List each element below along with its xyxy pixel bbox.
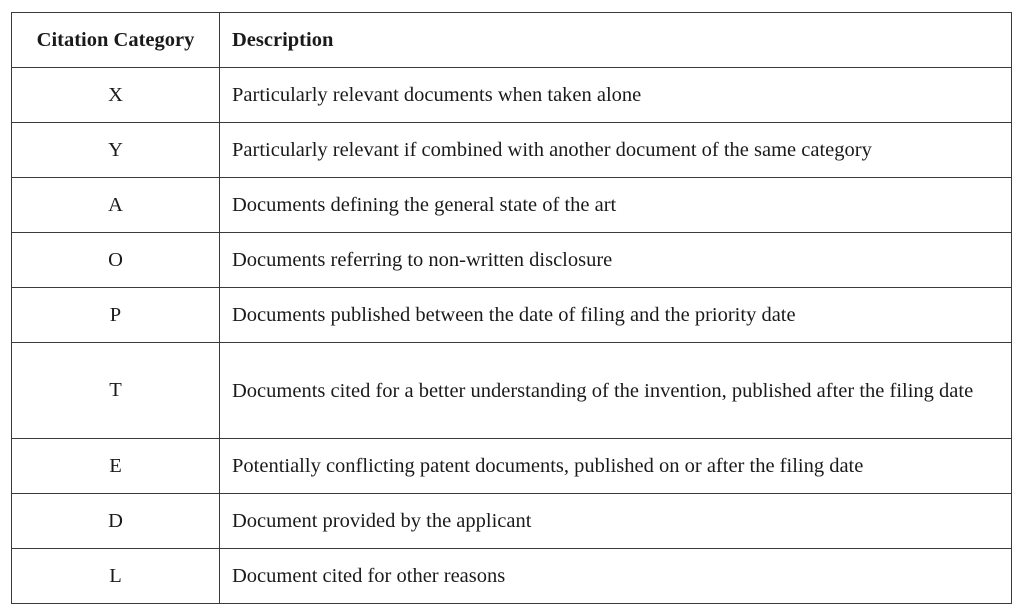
description-cell: Potentially conflicting patent documents, published on or after the filing date <box>220 439 1012 494</box>
table-row <box>12 288 1012 343</box>
description-cell: Documents published between the date of filing and the priority date <box>220 288 1012 343</box>
category-cell: Y <box>12 123 220 178</box>
table-row <box>12 494 1012 549</box>
description-cell: Documents referring to non-written disclosure <box>220 233 1012 288</box>
category-cell: D <box>12 494 220 549</box>
table-body <box>12 68 1012 604</box>
table-row <box>12 439 1012 494</box>
description-cell: Document provided by the applicant <box>220 494 1012 549</box>
category-cell: P <box>12 288 220 343</box>
description-cell: Documents defining the general state of the art <box>220 178 1012 233</box>
category-cell: T <box>12 343 220 439</box>
category-cell: E <box>12 439 220 494</box>
category-cell: X <box>12 68 220 123</box>
category-cell: A <box>12 178 220 233</box>
citation-category-header: Citation Category <box>12 13 220 68</box>
description-cell: Particularly relevant if combined with another document of the same category <box>220 123 1012 178</box>
table-row <box>12 343 1012 439</box>
description-cell: Particularly relevant documents when taken alone <box>220 68 1012 123</box>
description-cell: Document cited for other reasons <box>220 549 1012 604</box>
table-row <box>12 68 1012 123</box>
header-row <box>12 13 1012 68</box>
description-header: Description <box>220 13 1012 68</box>
table-row <box>12 178 1012 233</box>
category-cell: O <box>12 233 220 288</box>
table-header <box>12 13 1012 68</box>
table-row <box>12 233 1012 288</box>
category-cell: L <box>12 549 220 604</box>
description-cell: Documents cited for a better understanding of the invention, published after the filing date <box>220 343 1012 439</box>
table-row <box>12 549 1012 604</box>
table-row <box>12 123 1012 178</box>
citation-category-table <box>11 12 1012 604</box>
